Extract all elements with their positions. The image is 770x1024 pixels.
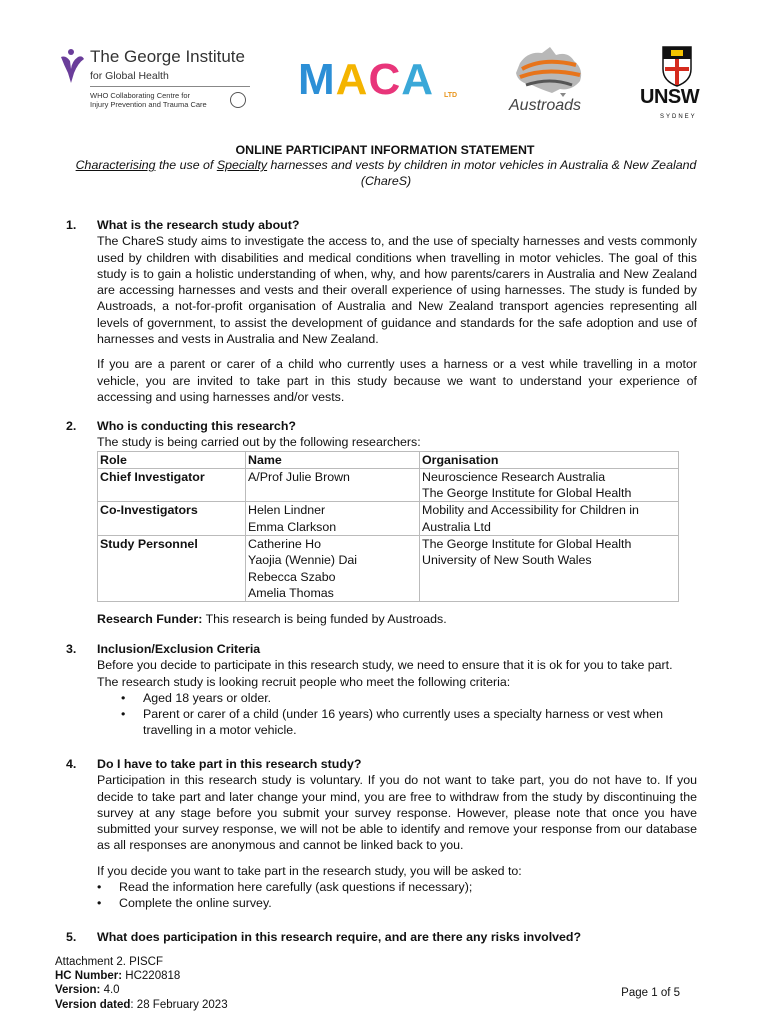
table-cell-role: Study Personnel <box>98 536 246 602</box>
section-4 <box>97 756 697 912</box>
research-funder <box>97 611 697 627</box>
table-cell-name <box>246 536 420 602</box>
australia-map-icon <box>510 45 590 97</box>
list-item: • Read the information here carefully (ask questions if necessary); <box>97 879 697 895</box>
organisation-name: Australia Ltd <box>422 519 491 534</box>
george-institute-logo <box>58 45 258 115</box>
section-2 <box>97 418 697 628</box>
list-item: • Parent or carer of a child (under 16 years) who currently uses a specialty harness or vest when travelling in a motor vehicle. <box>97 706 697 739</box>
section-number: 1. <box>66 218 77 232</box>
section-heading: What does participation in this research require, and are there any risks involved? <box>97 930 582 944</box>
table-cell-organisation <box>420 468 679 502</box>
footer-value: HC220818 <box>122 970 181 983</box>
section-number: 5. <box>66 930 77 944</box>
subtitle-part: the use of <box>155 158 217 172</box>
footer-label: Version dated <box>55 998 131 1011</box>
unsw-sydney-text: SYDNEY <box>660 114 697 120</box>
unsw-wordmark: UNSW <box>640 86 700 108</box>
maca-ltd: LTD <box>444 92 458 99</box>
footer-value: 4.0 <box>100 984 120 997</box>
table-row <box>98 468 679 502</box>
researcher-name: Rebecca Szabo <box>248 569 336 584</box>
logo-divider <box>90 86 250 87</box>
list-item: • Aged 18 years or older. <box>97 690 697 706</box>
section-heading: Do I have to take part in this research study? <box>97 757 362 771</box>
list-item: • Complete the online survey. <box>97 895 697 911</box>
organisation-name: Neuroscience Research Australia <box>422 469 606 484</box>
criteria-list <box>97 690 697 739</box>
table-cell-role: Co-Investigators <box>98 502 246 536</box>
who-line-2: Injury Prevention and Trauma Care <box>90 100 207 109</box>
table-header: Organisation <box>420 451 679 468</box>
researcher-name: Helen Lindner <box>248 503 326 518</box>
section-number: 2. <box>66 419 77 433</box>
maca-wordmark: MACA <box>298 55 434 104</box>
george-institute-subtitle: for Global Health <box>90 70 169 82</box>
section-number: 3. <box>66 642 77 656</box>
george-institute-emblem-icon <box>58 47 86 87</box>
table-cell-name <box>246 502 420 536</box>
funder-label: Research Funder: <box>97 612 203 627</box>
table-cell-role: Chief Investigator <box>98 468 246 502</box>
researchers-table <box>97 451 679 603</box>
unsw-logo <box>640 45 715 120</box>
section-number: 4. <box>66 757 77 771</box>
section-paragraph: If you decide you want to take part in the research study, you will be asked to: <box>97 863 522 878</box>
section-1 <box>97 217 697 405</box>
organisation-name: University of New South Wales <box>422 553 592 568</box>
table-row <box>98 502 679 536</box>
table-row <box>98 536 679 602</box>
subtitle-part: Characterising <box>75 158 156 172</box>
who-emblem-icon <box>230 92 246 108</box>
researcher-name: Yaojia (Wennie) Dai <box>248 553 358 568</box>
funder-text: This research is being funded by Austroads. <box>202 612 447 627</box>
footer-attachment: Attachment 2. PISCF <box>55 956 164 968</box>
george-institute-name: The George Institute <box>90 47 245 66</box>
section-paragraph: Before you decide to participate in this research study, we need to ensure that it is ok for you to take part. The research study is looking recruit people who meet the following criteria: <box>97 658 673 689</box>
section-5 <box>97 929 697 945</box>
organisation-name: The George Institute for Global Health <box>422 486 632 501</box>
participation-list <box>97 879 697 912</box>
footer-hc-number <box>55 969 228 983</box>
footer-label: Version: <box>55 984 101 997</box>
maca-logo <box>298 55 468 104</box>
section-paragraph: The ChareS study aims to investigate the access to, and the use of specialty harnesses and vests commonly used by children with disabilities and medical conditions when travelling in motor vehicles. The goal of this study is to gain a holistic understanding of when, why, and how parents/carers in Australia and New Zealand are accessing harnesses and vests and their overall experience of using harnesses. The study is funded by Austroads, a not-for-profit organisation of Australia and New Zealand transport agencies representing all levels of government, to assist the development of guidance and standards for the safe adoption and use of harnesses and vests in Australia and New Zealand. <box>97 234 697 347</box>
section-paragraph: Participation in this research study is voluntary. If you do not want to take part, you do not have to. If you decide to take part and later change your mind, you are free to withdraw from the study by discontinuing the survey at any stage before you submit your survey response. However, please note that once you have submitted your survey response, we will not be able to identify and remove your response from our database as all responses are anonymous and cannot be linked back to you. <box>97 773 697 853</box>
section-3 <box>97 641 697 739</box>
subtitle-part: Specialty <box>216 158 268 172</box>
table-cell-organisation <box>420 502 679 536</box>
researcher-name: A/Prof Julie Brown <box>248 469 350 484</box>
researcher-name: Emma Clarkson <box>248 519 337 534</box>
footer-value: : 28 February 2023 <box>130 998 228 1011</box>
researcher-name: Amelia Thomas <box>248 585 334 600</box>
table-header: Name <box>246 451 420 468</box>
who-collaborating-text <box>90 91 207 109</box>
who-line-1: WHO Collaborating Centre for <box>90 91 191 100</box>
section-heading: Inclusion/Exclusion Criteria <box>97 642 261 656</box>
section-paragraph: The study is being carried out by the following researchers: <box>97 435 421 450</box>
section-paragraph: If you are a parent or carer of a child who currently uses a harness or a vest while travelling in a motor vehicle, you are invited to take part in this study because we want to understand your experience of accessing and using harnesses and/or vests. <box>97 357 697 404</box>
subtitle-part: harnesses and vests by children in motor vehicles in Australia & New Zealand (ChareS) <box>267 158 697 189</box>
unsw-crest-icon <box>661 45 693 87</box>
document-title: ONLINE PARTICIPANT INFORMATION STATEMENT <box>235 143 535 157</box>
researcher-name: Catherine Ho <box>248 537 322 552</box>
section-heading: Who is conducting this research? <box>97 419 296 433</box>
footer-version-dated <box>55 998 228 1012</box>
table-header: Role <box>98 451 246 468</box>
table-cell-name <box>246 468 420 502</box>
footer-version <box>55 983 228 997</box>
document-subtitle <box>66 157 706 190</box>
table-cell-organisation <box>420 536 679 602</box>
organisation-name: The George Institute for Global Health <box>422 537 632 552</box>
section-heading: What is the research study about? <box>97 218 300 232</box>
austroads-logo <box>505 45 595 117</box>
organisation-name: Mobility and Accessibility for Children in <box>422 503 639 518</box>
document-footer <box>55 955 228 1012</box>
austroads-wordmark: Austroads <box>509 97 582 114</box>
page-number: Page 1 of 5 <box>621 987 680 999</box>
footer-label: HC Number: <box>55 970 123 983</box>
